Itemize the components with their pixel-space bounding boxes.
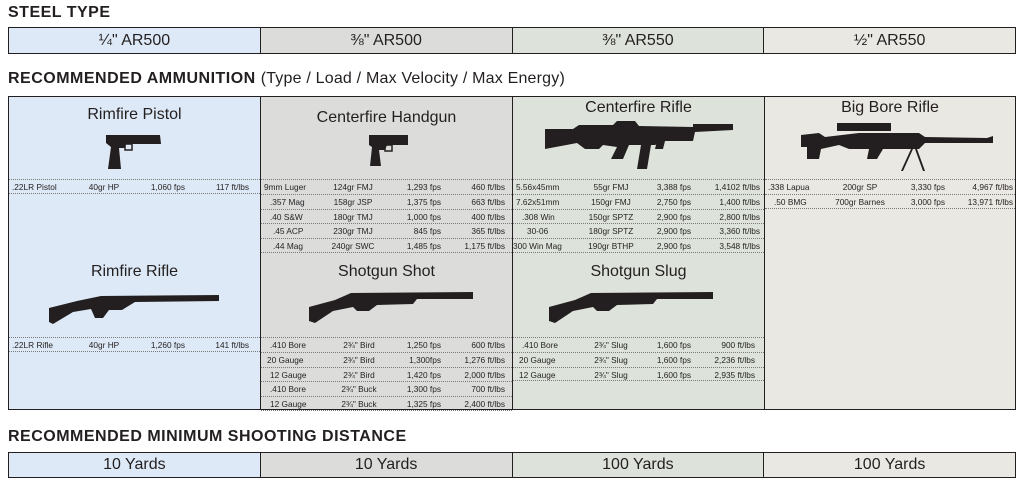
ammo-energy: 2,400 ft/lbs	[464, 399, 505, 410]
ammo-type: .410 Bore	[270, 340, 306, 350]
ammo-row	[765, 194, 1015, 209]
ammunition-heading-title: RECOMMENDED AMMUNITION	[8, 70, 256, 87]
ammo-row	[261, 209, 512, 224]
section-title-rimfire-rifle: Rimfire Rifle	[90, 263, 179, 280]
ammo-energy: 13,971 ft/lbs	[967, 196, 1013, 207]
ammo-row	[9, 179, 260, 194]
ammo-load: 2¾" Buck	[341, 399, 377, 410]
ammo-energy: 117 ft/lbs	[215, 182, 249, 192]
ammo-velocity: 1,600 fps	[656, 354, 691, 365]
ammo-velocity: 1,300fps	[409, 354, 441, 365]
ammo-row	[261, 396, 512, 411]
ammo-list-shotgun-shot	[261, 337, 512, 411]
ammo-type: 20 Gauge	[519, 354, 556, 365]
ammo-row	[261, 223, 512, 238]
distance-cell: 100 Yards	[763, 453, 1015, 477]
ammo-velocity: 3,000 fps	[910, 196, 945, 207]
ammo-velocity: 2,900 fps	[656, 241, 691, 252]
ammo-row	[261, 367, 512, 382]
steel-type-cell: ⅜" AR550	[512, 28, 764, 53]
ammo-load: 2¾" Bird	[343, 369, 375, 380]
ammo-load: 40gr HP	[88, 340, 120, 350]
section-title-centerfire-rifle: Centerfire Rifle	[585, 99, 692, 116]
ammo-load: 2¾" Buck	[341, 384, 377, 395]
ammo-energy: 400 ft/lbs	[471, 211, 505, 222]
ammo-energy: 1,175 ft/lbs	[464, 241, 505, 252]
ammo-velocity: 3,330 fps	[910, 182, 945, 192]
ammo-list-rimfire-pistol	[9, 179, 260, 194]
ammo-load: 230gr TMJ	[333, 226, 373, 237]
ammo-energy: 1,276 ft/lbs	[464, 354, 505, 365]
ammo-row	[765, 179, 1015, 194]
ammo-load: 40gr HP	[88, 182, 120, 192]
ammo-velocity: 845 fps	[413, 226, 441, 237]
ammo-row	[261, 238, 512, 253]
ammo-energy: 460 ft/lbs	[471, 182, 505, 192]
ammo-load: 2¾" Slug	[594, 369, 628, 380]
ammo-load: 180gr SPTZ	[588, 226, 634, 237]
distance-heading: RECOMMENDED MINIMUM SHOOTING DISTANCE	[8, 428, 407, 445]
ammo-list-centerfire-handgun	[261, 179, 512, 253]
ammo-velocity: 1,000 fps	[406, 211, 441, 222]
section-title-big-bore-rifle: Big Bore Rifle	[841, 99, 939, 116]
ammo-load: 180gr TMJ	[333, 211, 373, 222]
ammo-energy: 2,935 ft/lbs	[714, 369, 755, 380]
column-quarter-ar500	[9, 97, 260, 409]
ammo-energy: 2,800 ft/lbs	[719, 211, 760, 222]
ammo-type: .357 Mag	[270, 196, 305, 207]
ammo-velocity: 1,250 fps	[406, 340, 441, 350]
ammo-velocity: 1,600 fps	[656, 369, 691, 380]
ammo-type: .410 Bore	[522, 340, 558, 350]
ammo-energy: 141 ft/lbs	[215, 340, 249, 350]
ammo-load: 124gr FMJ	[333, 182, 373, 192]
ammo-type: .22LR Pistol	[12, 182, 57, 192]
ammo-row	[261, 179, 512, 194]
steel-type-cell: ⅜" AR500	[260, 28, 512, 53]
shotgun-icon	[547, 287, 717, 325]
ammo-row	[513, 209, 764, 224]
ammo-row	[513, 179, 764, 194]
column-three-eighths-ar550	[512, 97, 764, 409]
ammo-energy: 2,000 ft/lbs	[464, 369, 505, 380]
ammo-load: 158gr JSP	[333, 196, 373, 207]
ammo-type: 12 Gauge	[270, 399, 307, 410]
ammo-velocity: 3,388 fps	[656, 182, 691, 192]
ammo-energy: 900 ft/lbs	[721, 340, 755, 350]
ammo-load: 55gr FMJ	[593, 182, 629, 192]
ammo-velocity: 1,420 fps	[406, 369, 441, 380]
ammo-velocity: 1,375 fps	[406, 196, 441, 207]
ammo-type: .44 Mag	[273, 241, 303, 252]
ammo-energy: 1,4102 ft/lbs	[714, 182, 760, 192]
ammo-type: 20 Gauge	[267, 354, 304, 365]
distance-cell: 10 Yards	[260, 453, 512, 477]
ammo-type: 300 Win Mag	[513, 241, 562, 252]
distance-bar	[8, 452, 1016, 478]
ammo-load: 2¾" Slug	[594, 354, 628, 365]
ammo-row	[513, 238, 764, 253]
ammo-energy: 663 ft/lbs	[471, 196, 505, 207]
steel-type-cell: ½" AR550	[763, 28, 1015, 53]
ammo-type: .50 BMG	[774, 196, 807, 207]
ammunition-heading-subtitle: (Type / Load / Max Velocity / Max Energy)	[260, 70, 566, 87]
distance-cell: 10 Yards	[9, 453, 260, 477]
ammo-velocity: 1,293 fps	[406, 182, 441, 192]
column-three-eighths-ar500	[260, 97, 512, 409]
ammo-load: 2¾" Slug	[594, 340, 628, 350]
big-bore-rifle-icon	[799, 119, 995, 173]
ammo-load: 700gr Barnes	[835, 196, 885, 207]
ammo-velocity: 1,260 fps	[150, 340, 185, 350]
ammunition-table	[8, 96, 1016, 410]
rimfire-rifle-icon	[47, 290, 222, 326]
ammo-list-rimfire-rifle	[9, 337, 260, 352]
ammo-row	[513, 352, 764, 367]
ammo-energy: 365 ft/lbs	[471, 226, 505, 237]
ammo-velocity: 1,600 fps	[656, 340, 691, 350]
ammo-row	[513, 223, 764, 238]
steel-type-heading: STEEL TYPE	[8, 4, 111, 21]
ammo-velocity: 1,485 fps	[406, 241, 441, 252]
ammo-load: 240gr SWC	[331, 241, 375, 252]
ammo-type: 9mm Luger	[264, 182, 306, 192]
ammo-row	[513, 337, 764, 352]
ammo-load: 150gr FMJ	[591, 196, 631, 207]
pistol-icon	[104, 132, 164, 170]
shotgun-icon	[307, 287, 477, 325]
ammo-energy: 3,360 ft/lbs	[719, 226, 760, 237]
ammo-energy: 700 ft/lbs	[471, 384, 505, 395]
ammo-type: .40 S&W	[270, 211, 303, 222]
ammo-energy: 3,548 ft/lbs	[719, 241, 760, 252]
ammo-row	[261, 337, 512, 352]
ammo-load: 2¾" Bird	[343, 340, 375, 350]
ammo-energy: 2,236 ft/lbs	[714, 354, 755, 365]
ammo-load: 190gr BTHP	[588, 241, 634, 252]
steel-type-cell: ¼" AR500	[9, 28, 260, 53]
ammo-load: 200gr SP	[842, 182, 878, 192]
section-title-centerfire-handgun: Centerfire Handgun	[316, 109, 457, 126]
ammo-row	[261, 194, 512, 209]
distance-cell: 100 Yards	[512, 453, 764, 477]
steel-type-bar	[8, 27, 1016, 54]
ammunition-heading	[8, 70, 565, 88]
ammo-type: .410 Bore	[270, 384, 306, 395]
ammo-list-shotgun-slug	[513, 337, 764, 381]
ammo-type: 7.62x51mm	[516, 196, 560, 207]
handgun-icon	[367, 133, 411, 167]
ammo-type: 12 Gauge	[519, 369, 556, 380]
ammo-energy: 600 ft/lbs	[471, 340, 505, 350]
ammo-type: .308 Win	[522, 211, 555, 222]
ammo-type: 5.56x45mm	[516, 182, 560, 192]
ammo-velocity: 1,325 fps	[406, 399, 441, 410]
ammo-velocity: 1,300 fps	[406, 384, 441, 395]
ammo-list-big-bore-rifle	[765, 179, 1015, 209]
rifle-icon	[543, 119, 735, 175]
ammo-row	[513, 367, 764, 382]
ammo-velocity: 2,900 fps	[656, 211, 691, 222]
ammo-type: .22LR Rifle	[12, 340, 54, 350]
ammo-velocity: 1,060 fps	[150, 182, 185, 192]
section-title-shotgun-shot: Shotgun Shot	[338, 263, 435, 280]
section-title-shotgun-slug: Shotgun Slug	[590, 263, 687, 280]
column-half-ar550	[764, 97, 1015, 409]
ammo-load: 2¾" Bird	[343, 354, 375, 365]
ammo-row	[513, 194, 764, 209]
ammo-velocity: 2,750 fps	[656, 196, 691, 207]
ammo-energy: 4,967 ft/lbs	[972, 182, 1013, 192]
ammo-type: .338 Lapua	[768, 182, 810, 192]
ammo-velocity: 2,900 fps	[656, 226, 691, 237]
ammo-list-centerfire-rifle	[513, 179, 764, 253]
ammo-type: 30-06	[527, 226, 549, 237]
ammo-type: .45 ACP	[273, 226, 304, 237]
ammo-row	[261, 381, 512, 396]
ammo-energy: 1,400 ft/lbs	[719, 196, 760, 207]
ammo-row	[261, 352, 512, 367]
ammo-row	[9, 337, 260, 352]
ammo-type: 12 Gauge	[270, 369, 307, 380]
section-title-rimfire-pistol: Rimfire Pistol	[87, 106, 182, 123]
ammo-load: 150gr SPTZ	[588, 211, 634, 222]
